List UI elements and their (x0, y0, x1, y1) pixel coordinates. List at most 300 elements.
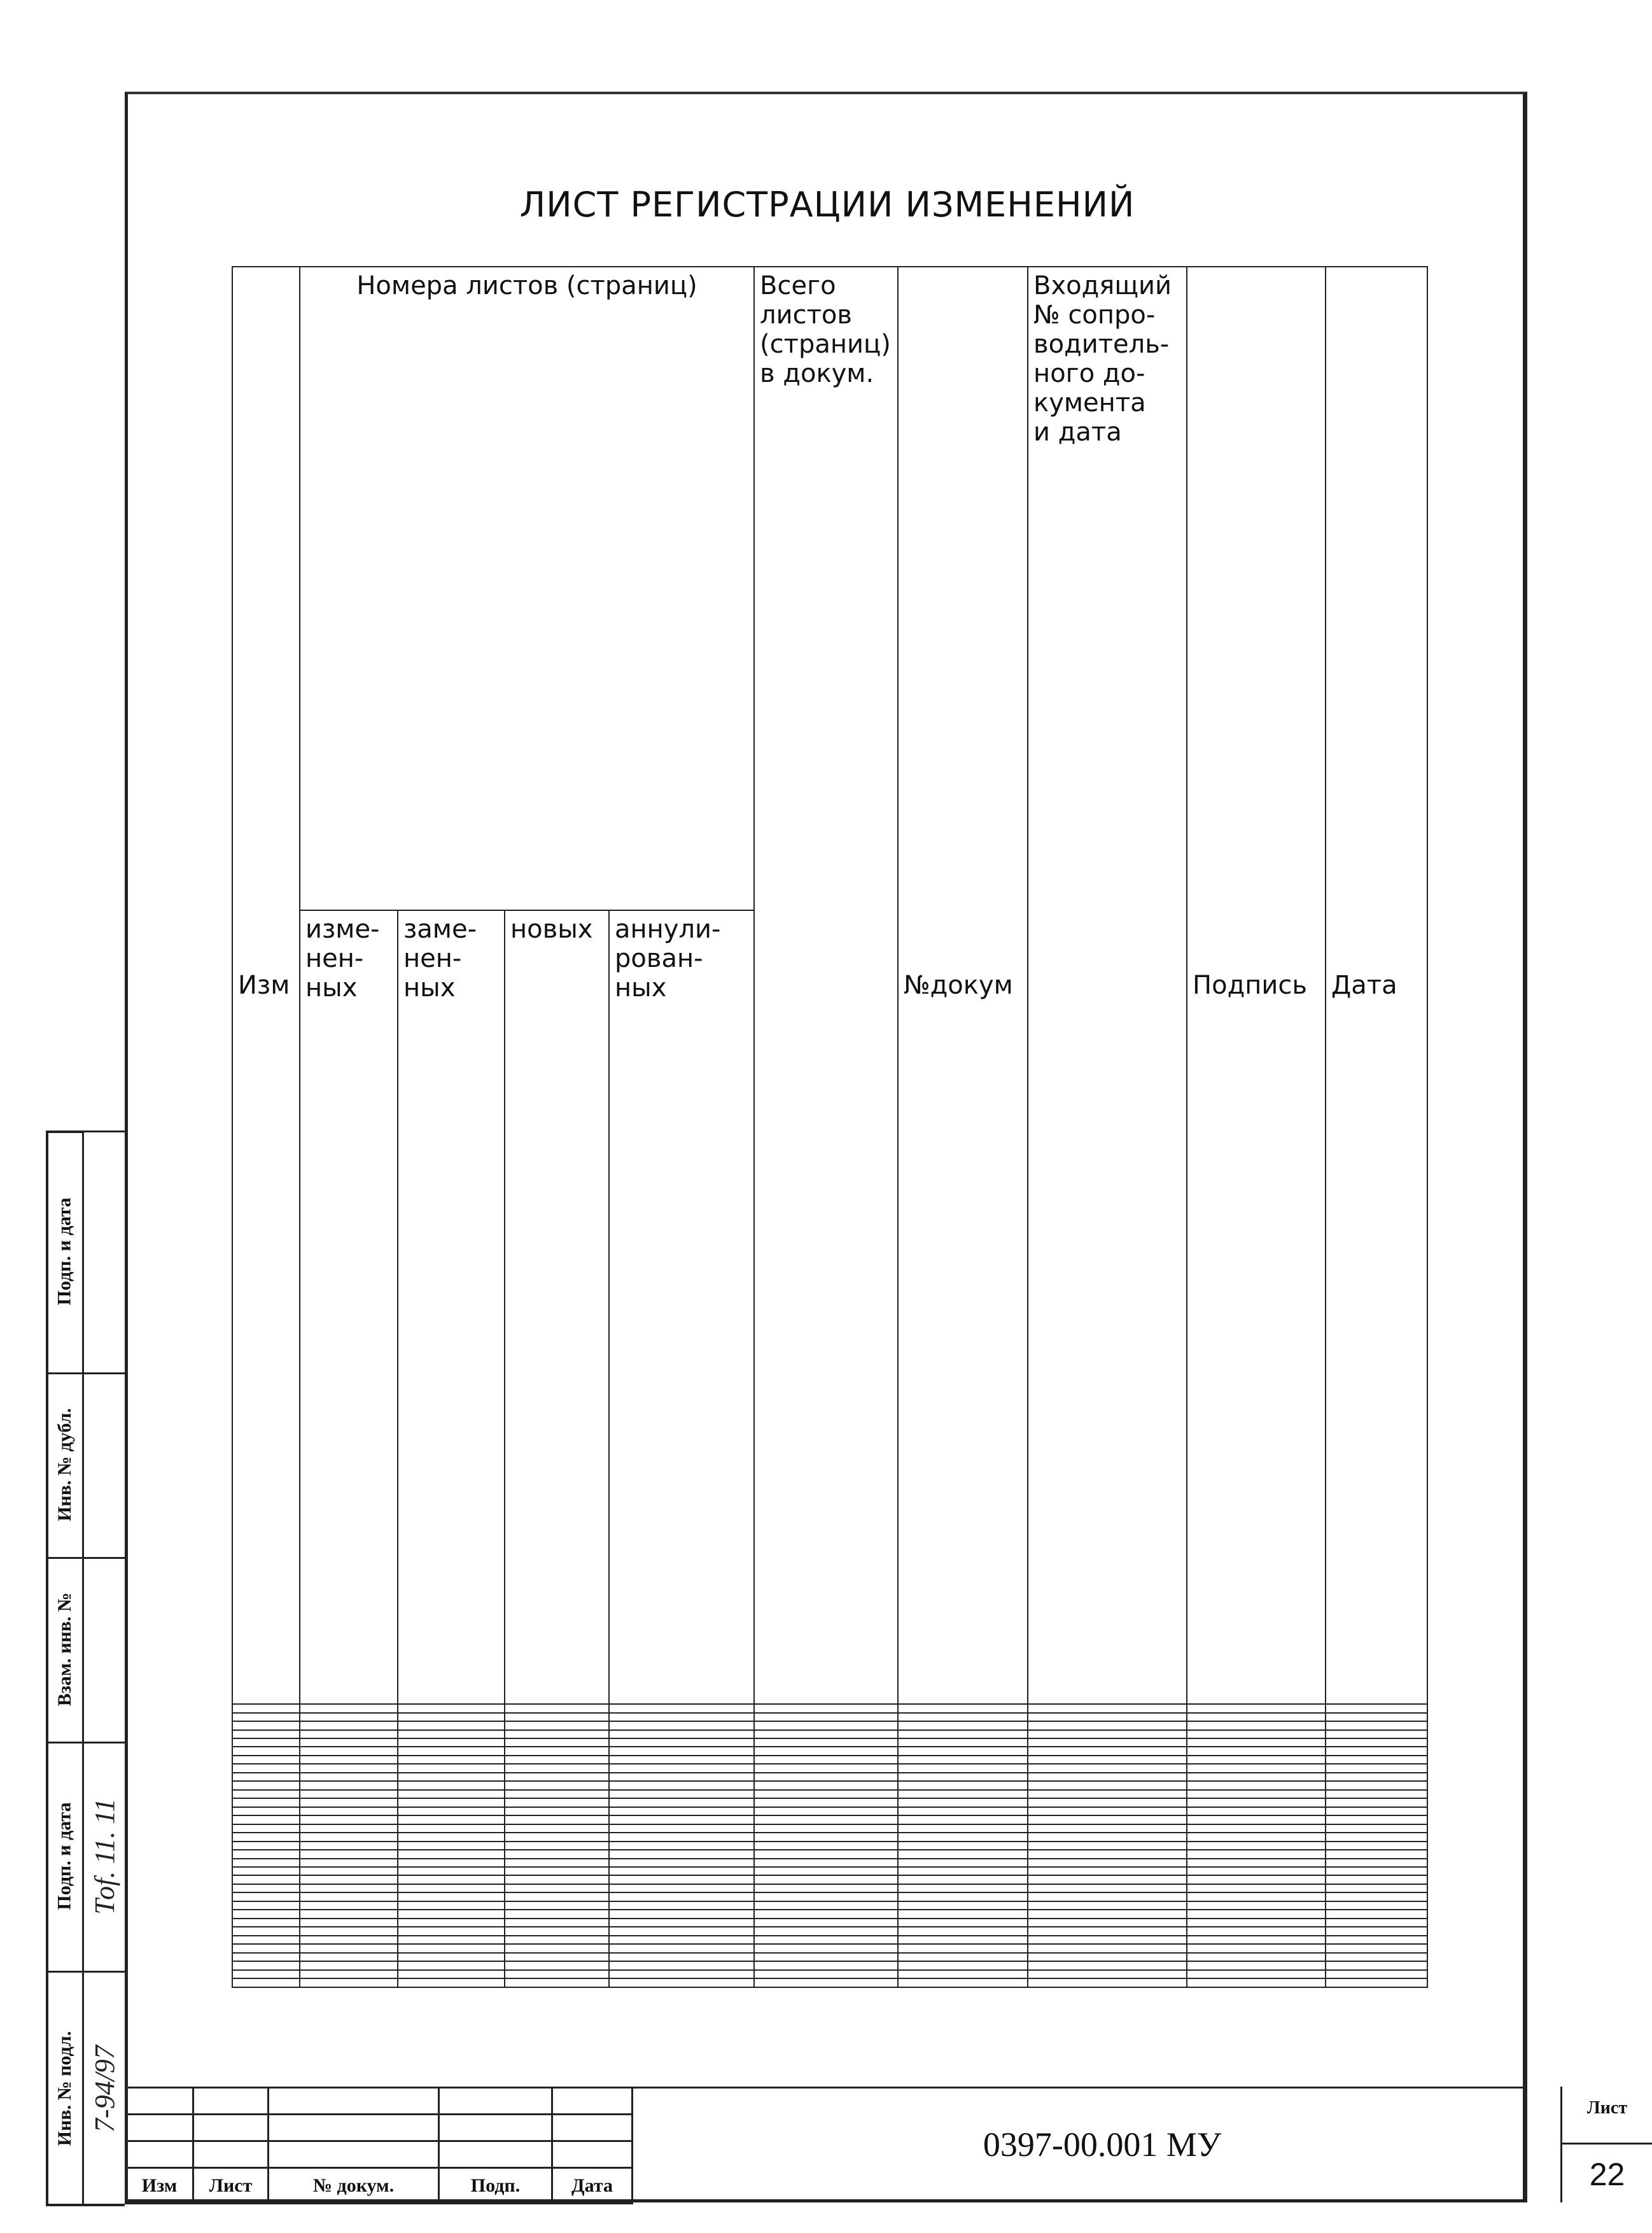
sheet-box (1560, 2087, 1652, 2202)
table-cell (1326, 1910, 1427, 1918)
table-cell (754, 1842, 898, 1850)
table-cell (754, 1901, 898, 1910)
table-cell (398, 1773, 505, 1781)
table-cell (898, 1764, 1028, 1772)
table-row (232, 1790, 1427, 1798)
table-row (232, 1970, 1427, 1978)
table-cell (1187, 1936, 1326, 1944)
table-cell (505, 1764, 609, 1772)
table-cell (898, 1730, 1028, 1738)
table-cell (300, 1704, 398, 1712)
table-cell (232, 1953, 300, 1961)
table-cell (505, 1875, 609, 1884)
table-cell (1326, 1704, 1427, 1712)
table-cell (754, 1781, 898, 1789)
table-cell (1028, 1815, 1187, 1824)
table-row (232, 1764, 1427, 1772)
sheet-number: 22 (1562, 2143, 1652, 2204)
table-cell (1326, 1970, 1427, 1978)
label-podp-data-top: Подп. и дата (54, 1197, 75, 1306)
table-cell (898, 1953, 1028, 1961)
table-cell (232, 1919, 300, 1927)
table-cell (754, 1721, 898, 1729)
table-cell (898, 1704, 1028, 1712)
table-row (232, 1721, 1427, 1729)
table-cell (1326, 1713, 1427, 1721)
table-row (232, 1704, 1427, 1712)
table-cell (505, 1747, 609, 1755)
table-cell (609, 1953, 754, 1961)
table-cell (609, 1970, 754, 1978)
table-cell (609, 1927, 754, 1935)
table-cell (505, 1790, 609, 1798)
table-cell (1326, 1756, 1427, 1764)
label-inv-podl: Инв. № подл. (54, 2031, 75, 2146)
table-cell (300, 1764, 398, 1772)
table-cell (398, 1901, 505, 1910)
table-cell (300, 1978, 398, 1987)
table-cell (1028, 1927, 1187, 1935)
table-cell (898, 1901, 1028, 1910)
table-cell (300, 1850, 398, 1858)
table-cell (754, 1713, 898, 1721)
table-cell (1326, 1892, 1427, 1901)
table-cell (1187, 1919, 1326, 1927)
table-cell (609, 1764, 754, 1772)
stamp-label-podp: Подп. (439, 2168, 552, 2204)
table-cell (1187, 1953, 1326, 1961)
table-cell (398, 1798, 505, 1807)
table-cell (1326, 1824, 1427, 1833)
table-row (232, 1738, 1427, 1747)
table-cell (1187, 1884, 1326, 1892)
table-cell (1028, 1773, 1187, 1781)
table-cell (300, 1738, 398, 1747)
table-cell (505, 1756, 609, 1764)
table-cell (232, 1892, 300, 1901)
table-cell (300, 1859, 398, 1867)
table-row (232, 1901, 1427, 1910)
table-cell (1028, 1978, 1187, 1987)
table-cell (398, 1936, 505, 1944)
table-cell (1028, 1790, 1187, 1798)
table-cell (1187, 1970, 1326, 1978)
table-cell (398, 1721, 505, 1729)
table-cell (1326, 1850, 1427, 1858)
table-cell (898, 1738, 1028, 1747)
table-row (232, 1944, 1427, 1952)
left-margin-block (46, 1131, 125, 2206)
table-cell (754, 1867, 898, 1875)
table-cell (300, 1927, 398, 1935)
table-cell (300, 1730, 398, 1738)
table-cell (505, 1910, 609, 1918)
table-cell (232, 1833, 300, 1841)
stamp-top-border (125, 2087, 1527, 2089)
table-cell (898, 1859, 1028, 1867)
table-cell (754, 1978, 898, 1987)
table-cell (398, 1850, 505, 1858)
table-cell (232, 1773, 300, 1781)
label-podp-data-bottom: Подп. и дата (54, 1802, 75, 1910)
table-cell (1028, 1833, 1187, 1841)
table-cell (609, 1721, 754, 1729)
header-doc-number: №докум (898, 267, 1028, 1704)
table-cell (398, 1815, 505, 1824)
table-cell (898, 1867, 1028, 1875)
table-cell (232, 1910, 300, 1918)
table-row (232, 1842, 1427, 1850)
header-sheet-numbers: Номера листов (страниц) (300, 267, 754, 910)
table-cell (398, 1961, 505, 1969)
table-cell (398, 1978, 505, 1987)
table-cell (754, 1892, 898, 1901)
table-cell (1326, 1807, 1427, 1815)
table-cell (754, 1859, 898, 1867)
table-cell (754, 1884, 898, 1892)
table-cell (1326, 1953, 1427, 1961)
table-cell (505, 1704, 609, 1712)
table-cell (505, 1892, 609, 1901)
table-cell (1326, 1798, 1427, 1807)
table-cell (232, 1867, 300, 1875)
change-registration-table (232, 266, 1428, 1988)
table-cell (609, 1944, 754, 1952)
table-cell (1326, 1833, 1427, 1841)
table-cell (300, 1756, 398, 1764)
table-cell (505, 1807, 609, 1815)
table-cell (609, 1815, 754, 1824)
table-cell (300, 1815, 398, 1824)
table-cell (1028, 1936, 1187, 1944)
table-cell (398, 1927, 505, 1935)
table-row (232, 1919, 1427, 1927)
table-cell (505, 1927, 609, 1935)
table-cell (300, 1824, 398, 1833)
table-cell (898, 1892, 1028, 1901)
table-cell (1326, 1815, 1427, 1824)
table-cell (398, 1892, 505, 1901)
table-cell (398, 1790, 505, 1798)
table-cell (232, 1927, 300, 1935)
table-cell (1028, 1961, 1187, 1969)
table-cell (300, 1970, 398, 1978)
table-cell (505, 1978, 609, 1987)
table-cell (232, 1764, 300, 1772)
table-cell (898, 1910, 1028, 1918)
table-cell (898, 1798, 1028, 1807)
table-cell (1187, 1910, 1326, 1918)
table-cell (398, 1833, 505, 1841)
table-cell (898, 1842, 1028, 1850)
table-cell (754, 1850, 898, 1858)
table-cell (1028, 1807, 1187, 1815)
table-cell (609, 1884, 754, 1892)
table-cell (754, 1798, 898, 1807)
handwritten-signature: Тоf. 11. 11 (88, 1798, 120, 1915)
table-cell (1326, 1978, 1427, 1987)
label-vzam-inv: Взам. инв. № (54, 1592, 76, 1707)
table-cell (754, 1738, 898, 1747)
table-cell (1187, 1867, 1326, 1875)
table-cell (1187, 1721, 1326, 1729)
table-cell (1326, 1764, 1427, 1772)
table-cell (300, 1867, 398, 1875)
table-cell (300, 1721, 398, 1729)
table-cell (232, 1884, 300, 1892)
table-cell (1028, 1713, 1187, 1721)
table-cell (898, 1815, 1028, 1824)
page-title: ЛИСТ РЕГИСТРАЦИИ ИЗМЕНЕНИЙ (519, 185, 1135, 225)
table-cell (1187, 1927, 1326, 1935)
table-cell (609, 1867, 754, 1875)
table-cell (232, 1807, 300, 1815)
table-cell (1028, 1901, 1187, 1910)
stamp-grid (125, 2087, 633, 2204)
table-row (232, 1859, 1427, 1867)
table-row (232, 1781, 1427, 1789)
table-cell (1187, 1961, 1326, 1969)
table-cell (300, 1875, 398, 1884)
table-cell (898, 1721, 1028, 1729)
table-cell (1187, 1944, 1326, 1952)
header-replaced: заме- нен- ных (398, 910, 505, 1704)
table-cell (1187, 1781, 1326, 1789)
table-cell (232, 1738, 300, 1747)
table-cell (1187, 1901, 1326, 1910)
title-block-stamp (125, 2087, 1628, 2202)
table-cell (609, 1713, 754, 1721)
stamp-label-doc-no: № докум. (269, 2168, 439, 2204)
table-cell (1028, 1756, 1187, 1764)
table-cell (505, 1953, 609, 1961)
table-cell (232, 1978, 300, 1987)
table-row (232, 1936, 1427, 1944)
table-cell (505, 1815, 609, 1824)
table-cell (398, 1859, 505, 1867)
table-cell (398, 1756, 505, 1764)
table-cell (1326, 1919, 1427, 1927)
table-cell (1187, 1850, 1326, 1858)
table-row (232, 1910, 1427, 1918)
table-cell (898, 1824, 1028, 1833)
table-cell (300, 1781, 398, 1789)
table-cell (505, 1738, 609, 1747)
table-cell (1187, 1738, 1326, 1747)
table-cell (232, 1875, 300, 1884)
table-row (232, 1730, 1427, 1738)
table-cell (232, 1842, 300, 1850)
table-cell (398, 1738, 505, 1747)
table-cell (898, 1919, 1028, 1927)
table-cell (1326, 1875, 1427, 1884)
table-cell (1187, 1790, 1326, 1798)
table-row (232, 1807, 1427, 1815)
table-cell (898, 1978, 1028, 1987)
table-cell (609, 1807, 754, 1815)
table-cell (1187, 1859, 1326, 1867)
table-cell (898, 1936, 1028, 1944)
table-cell (898, 1850, 1028, 1858)
table-cell (898, 1961, 1028, 1969)
table-cell (398, 1875, 505, 1884)
stamp-label-list: Лист (193, 2168, 269, 2204)
table-cell (1028, 1884, 1187, 1892)
table-cell (398, 1867, 505, 1875)
table-cell (300, 1936, 398, 1944)
table-cell (754, 1704, 898, 1712)
table-cell (300, 1901, 398, 1910)
table-cell (505, 1850, 609, 1858)
table-cell (300, 1884, 398, 1892)
table-row (232, 1978, 1427, 1987)
header-row-1 (232, 267, 1427, 910)
table-cell (1326, 1790, 1427, 1798)
table-cell (300, 1910, 398, 1918)
table-cell (609, 1850, 754, 1858)
table-cell (609, 1936, 754, 1944)
table-cell (754, 1910, 898, 1918)
table-cell (898, 1927, 1028, 1935)
table-cell (609, 1756, 754, 1764)
table-cell (609, 1901, 754, 1910)
table-cell (398, 1824, 505, 1833)
table-cell (898, 1875, 1028, 1884)
table-cell (505, 1970, 609, 1978)
table-cell (300, 1961, 398, 1969)
table-cell (1326, 1936, 1427, 1944)
table-cell (232, 1704, 300, 1712)
table-cell (1028, 1919, 1187, 1927)
table-cell (1028, 1781, 1187, 1789)
table-cell (609, 1961, 754, 1969)
table-cell (505, 1961, 609, 1969)
table-cell (1028, 1892, 1187, 1901)
table-cell (754, 1773, 898, 1781)
table-cell (1028, 1859, 1187, 1867)
table-row (232, 1953, 1427, 1961)
table-row (232, 1824, 1427, 1833)
table-cell (898, 1747, 1028, 1755)
table-row (232, 1798, 1427, 1807)
table-cell (398, 1747, 505, 1755)
table-cell (398, 1730, 505, 1738)
table-cell (505, 1859, 609, 1867)
table-row (232, 1850, 1427, 1858)
table-cell (232, 1721, 300, 1729)
table-cell (300, 1713, 398, 1721)
stamp-label-data: Дата (552, 2168, 633, 2204)
table-cell (398, 1970, 505, 1978)
table-cell (1028, 1730, 1187, 1738)
table-cell (1028, 1867, 1187, 1875)
table-cell (300, 1798, 398, 1807)
table-cell (505, 1884, 609, 1892)
table-cell (1326, 1859, 1427, 1867)
table-cell (398, 1910, 505, 1918)
table-cell (505, 1773, 609, 1781)
table-cell (609, 1842, 754, 1850)
table-cell (505, 1901, 609, 1910)
table-row (232, 1867, 1427, 1875)
table-cell (1187, 1833, 1326, 1841)
table-cell (754, 1730, 898, 1738)
table-cell (754, 1747, 898, 1755)
table-cell (1028, 1738, 1187, 1747)
table-cell (300, 1944, 398, 1952)
table-cell (505, 1824, 609, 1833)
table-cell (398, 1884, 505, 1892)
table-cell (232, 1747, 300, 1755)
table-cell (1326, 1842, 1427, 1850)
table-row (232, 1833, 1427, 1841)
table-cell (232, 1901, 300, 1910)
table-cell (232, 1713, 300, 1721)
table-cell (1187, 1747, 1326, 1755)
table-cell (232, 1756, 300, 1764)
table-cell (609, 1910, 754, 1918)
table-cell (754, 1961, 898, 1969)
table-cell (232, 1730, 300, 1738)
table-cell (300, 1833, 398, 1841)
table-cell (505, 1867, 609, 1875)
table-cell (609, 1978, 754, 1987)
table-cell (398, 1713, 505, 1721)
table-cell (609, 1875, 754, 1884)
table-cell (754, 1970, 898, 1978)
table-cell (505, 1730, 609, 1738)
table-cell (1187, 1824, 1326, 1833)
table-cell (505, 1919, 609, 1927)
table-cell (1028, 1910, 1187, 1918)
table-cell (754, 1944, 898, 1952)
table-cell (232, 1790, 300, 1798)
table-cell (300, 1790, 398, 1798)
header-annulled: аннули- рован- ных (609, 910, 754, 1704)
table-cell (609, 1747, 754, 1755)
table-cell (1326, 1730, 1427, 1738)
table-cell (300, 1842, 398, 1850)
table-cell (505, 1936, 609, 1944)
table-cell (1326, 1721, 1427, 1729)
table-cell (1187, 1815, 1326, 1824)
table-cell (754, 1815, 898, 1824)
table-cell (398, 1781, 505, 1789)
label-inv-dubl: Инв. № дубл. (54, 1408, 75, 1521)
table-cell (754, 1927, 898, 1935)
table-cell (1187, 1730, 1326, 1738)
table-cell (609, 1704, 754, 1712)
table-cell (898, 1884, 1028, 1892)
table-cell (1326, 1927, 1427, 1935)
header-izm: Изм (232, 267, 300, 1704)
table-cell (754, 1824, 898, 1833)
table-cell (898, 1807, 1028, 1815)
table-cell (1187, 1756, 1326, 1764)
table-cell (1028, 1764, 1187, 1772)
table-row (232, 1713, 1427, 1721)
table-cell (754, 1953, 898, 1961)
table-cell (398, 1842, 505, 1850)
table-cell (1028, 1875, 1187, 1884)
table-cell (300, 1953, 398, 1961)
table-cell (609, 1790, 754, 1798)
stamp-label-izm: Изм (126, 2168, 193, 2204)
table-cell (898, 1833, 1028, 1841)
table-cell (898, 1713, 1028, 1721)
table-cell (232, 1936, 300, 1944)
table-cell (754, 1875, 898, 1884)
